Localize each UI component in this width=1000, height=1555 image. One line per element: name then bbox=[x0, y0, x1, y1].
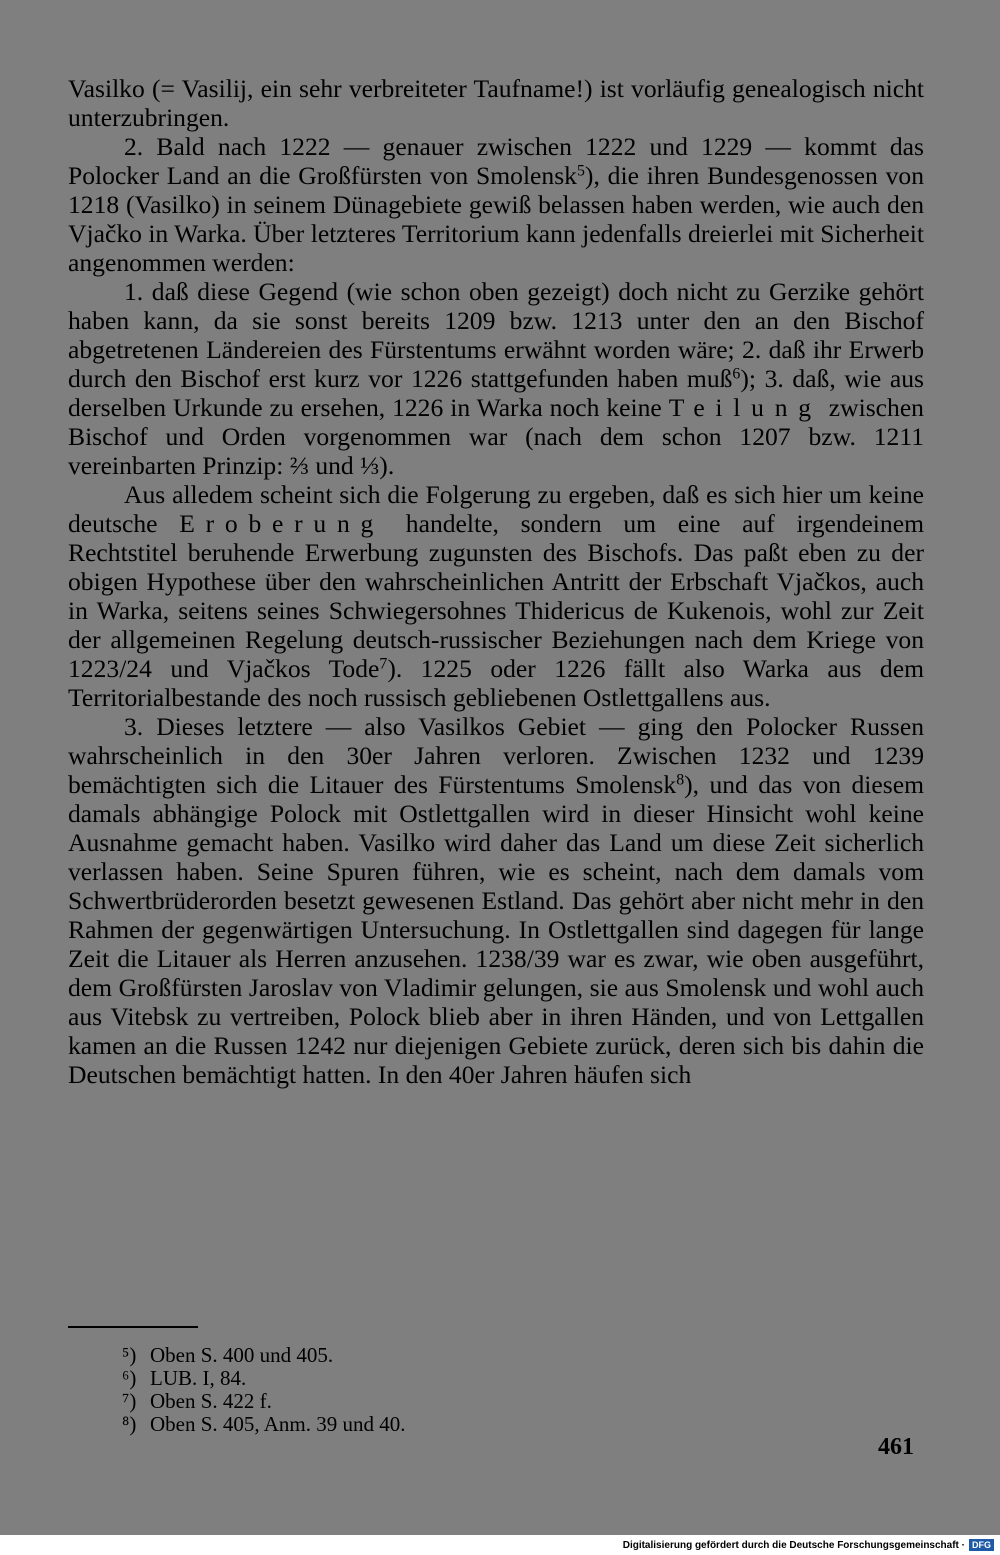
paragraph-4-text-b: handelte, sondern um eine auf irgendeinem Rechtstitel beruhende Erwerbung zugunsten des Bischofs. Das paßt eben zu der obigen Hypothese über den wahrscheinlichen Antritt der Erbschaft Vjačkos, auch in Warka, seitens seines Schwiegersohnes Thidericus de Kukenois, wohl zur Zeit der allgemeinen Regelung deutsch-russischer Beziehungen nach dem Kriege von 1223/24 und Vjačkos Tode bbox=[68, 509, 924, 683]
credit-text: Digitalisierung gefördert durch die Deutsche Forschungsgemeinschaft · bbox=[622, 1539, 965, 1551]
paragraph-3-text-a: 1. daß diese Gegend (wie schon oben gezeigt) doch nicht zu Gerzike gehört haben kann, da sie sonst bereits 1209 bzw. 1213 unter den an den Bischof abgetretenen Ländereien des Fürstentums erwähnt worden wäre; 2. daß ihr Erwerb durch den Bischof erst kurz vor 1226 stattgefunden haben muß bbox=[68, 277, 924, 393]
footnote-ref-7: 7 bbox=[379, 655, 388, 673]
paragraph-1 bbox=[68, 74, 924, 132]
paragraph-1-text: Vasilko (= Vasilij, ein sehr verbreiteter Taufname!) ist vorläufig genealogisch nicht unterzubringen. bbox=[68, 74, 924, 132]
footnote-ref-5: 5 bbox=[576, 162, 585, 180]
paragraph-4 bbox=[68, 480, 924, 712]
paragraph-3 bbox=[68, 277, 924, 480]
dfg-logo-icon: DFG bbox=[969, 1539, 994, 1551]
paragraph-4-text-a: Aus alledem scheint sich die Folgerung zu ergeben, daß es sich hier um keine deutsche bbox=[68, 480, 924, 538]
paragraph-5-text-b: ), und das von diesem damals abhängige Polock mit Ostlettgallen wird in dieser Hinsicht wohl keine Ausnahme gemacht haben. Vasilko wird daher das Land um diese Zeit sicherlich verlassen haben. Seine Spuren führen, wie es scheint, nach dem damals vom Schwertbrüderorden besetzt gewesenen Estland. Das gehört aber nicht mehr in den Rahmen der gegenwärtigen Untersuchung. In Ostlettgallen sind dagegen für lange Zeit die Litauer als Herren anzusehen. 1238/39 war es zwar, wie oben ausgeführt, dem Großfürsten Jaroslav von Vladimir gelungen, sie aus Smolensk und wohl auch aus Vitebsk zu vertreiben, Polock blieb aber in ihren Händen, und von Lettgallen kamen an die Russen 1242 nur diejenigen Gebiete zurück, deren sich bis dahin die Deutschen bemächtigt hatten. In den 40er Jahren häufen sich bbox=[68, 770, 924, 1089]
footnote-text: LUB. I, 84. bbox=[150, 1366, 247, 1390]
emphasis-teilung: Teilung bbox=[668, 393, 822, 422]
page-number: 461 bbox=[878, 1434, 914, 1460]
footnotes bbox=[122, 1344, 722, 1436]
paragraph-4-text-c: ). 1225 oder 1226 fällt also Warka aus dem Territorialbestande des noch russisch gebliebenen Ostlettgallens aus. bbox=[68, 654, 924, 712]
body-text bbox=[68, 74, 924, 1089]
footnote-text: Oben S. 400 und 405. bbox=[150, 1343, 334, 1367]
footnote-5 bbox=[122, 1344, 722, 1367]
footnote-mark: ⁷) bbox=[122, 1389, 137, 1413]
footnote-mark: ⁵) bbox=[122, 1343, 137, 1367]
footnote-mark: ⁶) bbox=[122, 1366, 137, 1390]
paragraph-3-text-b: ); 3. daß, wie aus derselben Urkunde zu ersehen, 1226 in Warka noch keine bbox=[68, 364, 924, 422]
footnote-7 bbox=[122, 1390, 722, 1413]
emphasis-eroberung: Eroberung bbox=[179, 509, 385, 538]
paragraph-2-text-b: ), die ihren Bundesgenossen von 1218 (Vasilko) in seinem Dünagebiete gewiß belassen haben werden, wie auch den Vjačko in Warka. Über letzteres Territorium kann jedenfalls dreierlei mit Sicherheit angenommen werden: bbox=[68, 161, 925, 277]
footnote-6 bbox=[122, 1367, 722, 1390]
footnote-text: Oben S. 422 f. bbox=[150, 1389, 272, 1413]
footnote-divider bbox=[68, 1326, 198, 1328]
footnote-text: Oben S. 405, Anm. 39 und 40. bbox=[150, 1412, 406, 1436]
paragraph-5-text-a: 3. Dieses letztere — also Vasilkos Gebiet — ging den Polocker Russen wahrscheinlich in den 30er Jahren verloren. Zwischen 1232 und 1239 bemächtigten sich die Litauer des Fürstentums Smolensk bbox=[68, 712, 924, 799]
digitization-credit-bar bbox=[0, 1535, 1000, 1555]
footnote-ref-8: 8 bbox=[676, 771, 685, 789]
footnote-mark: ⁸) bbox=[122, 1412, 137, 1436]
paragraph-5 bbox=[68, 712, 924, 1089]
paragraph-2-text-a: 2. Bald nach 1222 — genauer zwischen 1222 und 1229 — kommt das Polocker Land an die Großfürsten von Smolensk bbox=[68, 132, 924, 190]
footnote-8 bbox=[122, 1413, 722, 1436]
paragraph-2 bbox=[68, 132, 924, 277]
paragraph-3-text-c: zwischen Bischof und Orden vorgenommen war (nach dem schon 1207 bzw. 1211 vereinbarten Prinzip: ⅔ und ⅓). bbox=[68, 393, 924, 480]
footnote-ref-6: 6 bbox=[732, 365, 741, 383]
